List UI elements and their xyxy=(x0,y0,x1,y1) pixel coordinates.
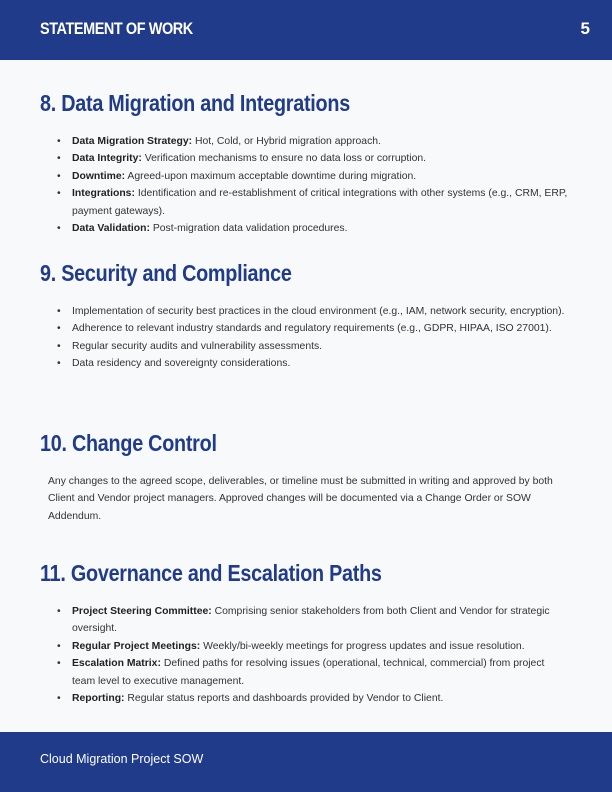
document-title: STATEMENT OF WORK xyxy=(40,19,193,38)
change-control-paragraph: Any changes to the agreed scope, deliverables, or timeline must be submitted in writing and approved by both Client and Vendor project managers. Approved changes will be documented via a Change Order or SOW Addendum. xyxy=(48,476,553,522)
section-heading-change-control: 10. Change Control xyxy=(40,430,217,456)
footer-label: Cloud Migration Project SOW xyxy=(40,752,204,766)
list-item: • Data Integrity: Verification mechanisms to ensure no data loss or corruption. xyxy=(72,150,570,167)
section-heading-governance: 11. Governance and Escalation Paths xyxy=(40,560,382,586)
data-migration-list xyxy=(40,133,570,237)
list-item: • Adherence to relevant industry standards and regulatory requirements (e.g., GDPR, HIPAA, ISO 27001). xyxy=(72,320,570,337)
page-footer xyxy=(0,732,612,792)
section-heading-security: 9. Security and Compliance xyxy=(40,260,292,286)
list-item: • Data residency and sovereignty considerations. xyxy=(72,355,570,372)
list-item: • Downtime: Agreed-upon maximum acceptable downtime during migration. xyxy=(72,168,570,185)
list-item: • Regular Project Meetings: Weekly/bi-weekly meetings for progress updates and issue resolution. xyxy=(72,638,570,655)
section-heading-data-migration: 8. Data Migration and Integrations xyxy=(40,90,350,116)
page-content xyxy=(40,60,570,728)
list-item: • Data Migration Strategy: Hot, Cold, or Hybrid migration approach. xyxy=(72,133,570,150)
list-item: • Project Steering Committee: Comprising senior stakeholders from both Client and Vendor for strategic oversight. xyxy=(72,603,570,638)
list-item: • Regular security audits and vulnerability assessments. xyxy=(72,338,570,355)
governance-list xyxy=(40,603,570,707)
list-item: • Reporting: Regular status reports and dashboards provided by Vendor to Client. xyxy=(72,690,570,707)
page-header xyxy=(0,0,612,60)
list-item: • Integrations: Identification and re-establishment of critical integrations with other systems (e.g., CRM, ERP, payment gateways). xyxy=(72,185,570,220)
page-number: 5 xyxy=(580,19,590,38)
list-item: • Escalation Matrix: Defined paths for resolving issues (operational, technical, commercial) from project team level to executive management. xyxy=(72,655,570,690)
security-list xyxy=(40,303,570,373)
list-item: • Data Validation: Post-migration data validation procedures. xyxy=(72,220,570,237)
list-item: • Implementation of security best practices in the cloud environment (e.g., IAM, network security, encryption). xyxy=(72,303,570,320)
